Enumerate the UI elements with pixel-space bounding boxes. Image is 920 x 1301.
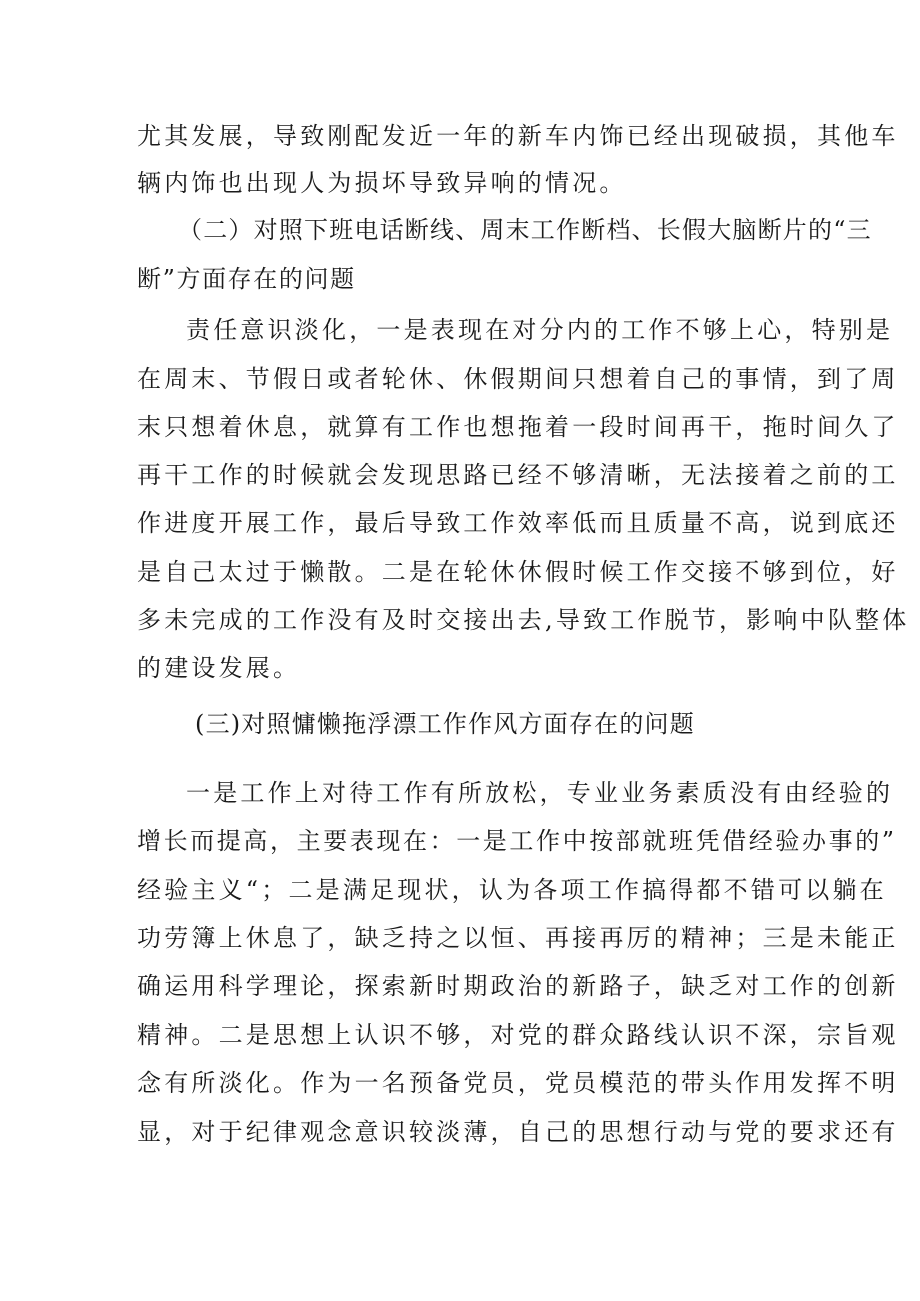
text-line: 一是工作上对待工作有所放松，专业业务素质没有由经验的 bbox=[186, 779, 894, 807]
text-line: 末只想着休息，就算有工作也想拖着一段时间再干，拖时间久了 bbox=[137, 413, 899, 441]
text-line: 多未完成的工作没有及时交接出去,导致工作脱节，影响中队整体 bbox=[137, 606, 910, 634]
text-line: 作进度开展工作，最后导致工作效率低而且质量不高，说到底还 bbox=[137, 509, 899, 537]
text-line: 尤其发展，导致刚配发近一年的新车内饰已经出现破损，其他车 bbox=[137, 122, 899, 150]
text-line: 的建设发展。 bbox=[137, 654, 301, 682]
text-line: 确运用科学理论，探索新时期政治的新路子，缺乏对工作的创新 bbox=[137, 972, 899, 1000]
text-line: 显，对于纪律观念意识较淡薄，自己的思想行动与党的要求还有 bbox=[137, 1118, 899, 1146]
heading-line: (三)对照慵懒拖浮漂工作作风方面存在的问题 bbox=[195, 710, 695, 738]
heading-line: （二）对照下班电话断线、周末工作断档、长假大脑断片的“三 bbox=[178, 216, 872, 244]
text-line: 在周末、节假日或者轮休、休假期间只想着自己的事情，到了周 bbox=[137, 365, 899, 393]
text-line: 精神。二是思想上认识不够，对党的群众路线认识不深，宗旨观 bbox=[137, 1021, 899, 1049]
text-line: 再干工作的时候就会发现思路已经不够清晰，无法接着之前的工 bbox=[137, 461, 899, 489]
text-line: 是自己太过于懒散。二是在轮休休假时候工作交接不够到位，好 bbox=[137, 558, 899, 586]
text-line: 增长而提高，主要表现在：一是工作中按部就班凭借经验办事的” bbox=[137, 827, 897, 855]
text-line: 责任意识淡化，一是表现在对分内的工作不够上心，特别是 bbox=[186, 316, 894, 344]
heading-line: 断”方面存在的问题 bbox=[137, 265, 356, 293]
text-line: 功劳簿上休息了，缺乏持之以恒、再接再厉的精神；三是未能正 bbox=[137, 924, 899, 952]
text-line: 经验主义“；二是满足现状，认为各项工作搞得都不错可以躺在 bbox=[137, 876, 887, 904]
text-line: 辆内饰也出现人为损坏导致异响的情况。 bbox=[137, 169, 627, 197]
text-line: 念有所淡化。作为一名预备党员，党员模范的带头作用发挥不明 bbox=[137, 1069, 899, 1097]
